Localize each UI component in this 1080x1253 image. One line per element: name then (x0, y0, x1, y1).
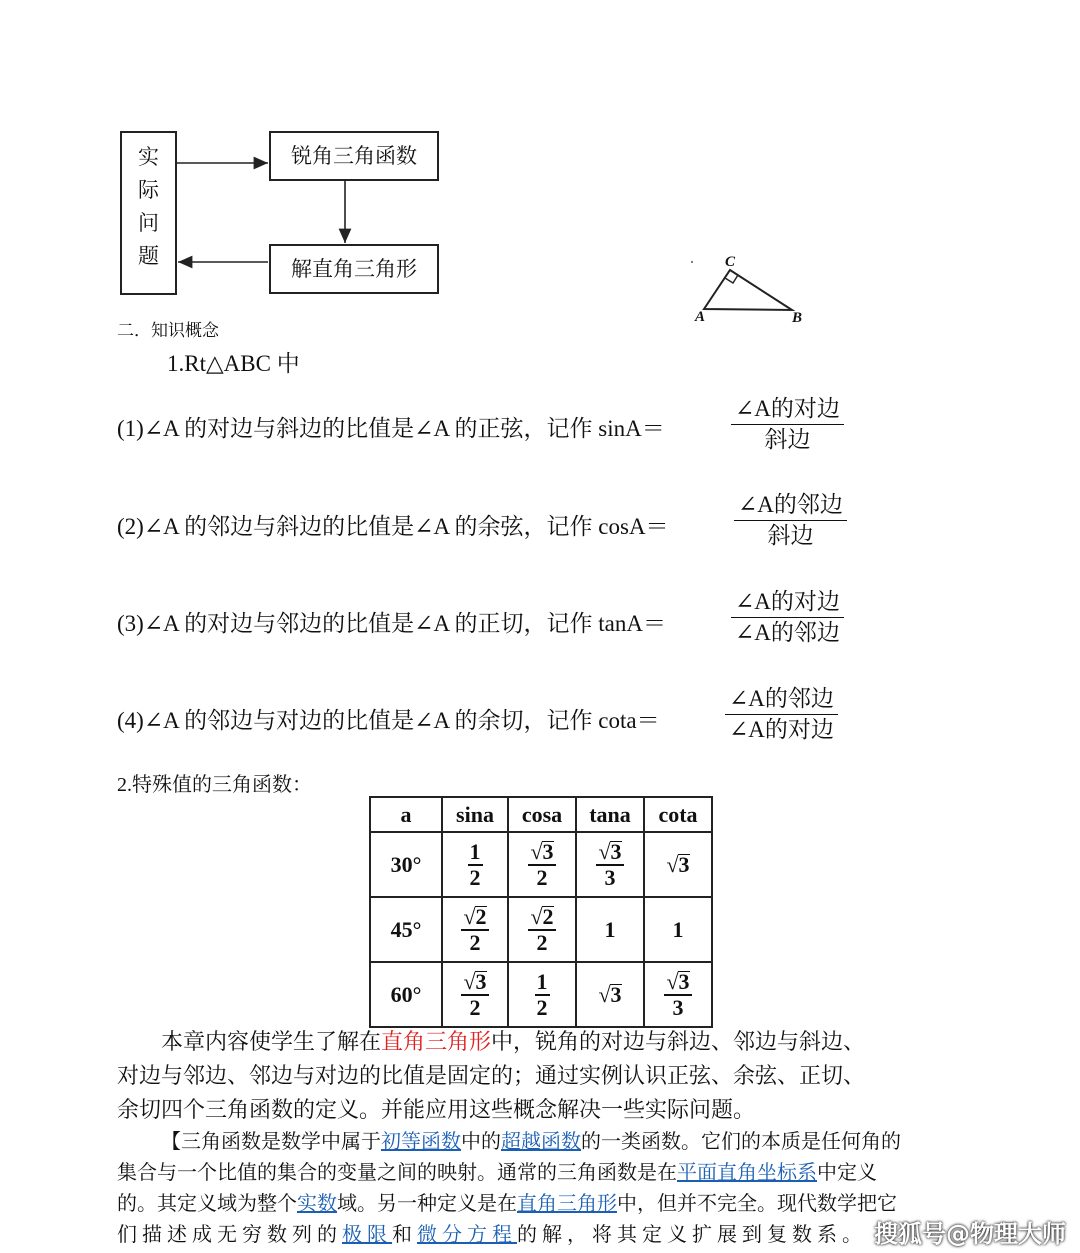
fraction-denominator: ∠A的邻边 (735, 620, 840, 645)
highlight-right-triangle: 直角三角形 (381, 1030, 492, 1055)
table-header: sina (442, 797, 508, 832)
radicand: 3 (542, 838, 554, 864)
triangle-label-b: B (792, 310, 803, 326)
text: 的解，将其定义扩展到复数系。 (517, 1222, 867, 1246)
table-header-row (370, 797, 712, 832)
link-real-numbers[interactable]: 实数 (297, 1191, 337, 1215)
fraction-numerator: ∠A的邻边 (725, 684, 838, 715)
table-header: cosa (508, 797, 576, 832)
radicand: 3 (610, 981, 622, 1007)
table-row (370, 832, 712, 897)
link-differential-equation[interactable]: 微分方程 (417, 1222, 517, 1246)
watermark: 搜狐号@物理大师 (874, 1220, 1066, 1248)
fraction-cot (725, 684, 838, 745)
definition-cos: (2)∠A 的邻边与斜边的比值是∠A 的余弦，记作 cosA＝ (117, 514, 669, 539)
text: 中，但并不完全。现代数学把它 (617, 1191, 897, 1215)
sqrt-sign: √ (666, 851, 679, 877)
fraction-denominator: 2 (469, 864, 481, 890)
item-1-title: 1.Rt△ABC 中 (167, 351, 300, 376)
table-value-cell (508, 832, 576, 897)
fraction-numerator (461, 905, 488, 931)
link-elementary-functions[interactable]: 初等函数 (381, 1129, 461, 1153)
text: 中定义 (817, 1160, 877, 1184)
text: 本章内容使学生了解在 (161, 1030, 382, 1055)
table-fraction (535, 970, 550, 1020)
radicand: 3 (678, 851, 690, 877)
text: 中，锐角的对边与斜边、邻边与斜边、 (491, 1030, 866, 1055)
table-value-cell (576, 962, 644, 1027)
table-value-cell (442, 897, 508, 962)
special-values-table (369, 796, 713, 1028)
fraction-sin (731, 394, 844, 455)
fraction-numerator (535, 970, 550, 996)
text: 的。其定义域为整个 (117, 1191, 297, 1215)
item-2-title: 2.特殊值的三角函数： (117, 774, 312, 796)
triangle-label-a: A (695, 309, 706, 325)
fraction-tan (731, 587, 844, 648)
table-fraction (528, 905, 555, 955)
table-row (370, 897, 712, 962)
flowchart-char: 实 (138, 145, 159, 169)
definition-cot: (4)∠A 的邻边与对边的比值是∠A 的余切，记作 cota＝ (117, 708, 660, 733)
table-value-cell (644, 832, 712, 897)
text: 中的 (461, 1129, 501, 1153)
fraction-numerator (664, 970, 691, 996)
fraction-numerator: ∠A的邻边 (734, 490, 847, 521)
link-limit[interactable]: 极限 (342, 1222, 392, 1246)
fraction-numerator (528, 840, 555, 866)
table-angle-cell: 60° (370, 962, 442, 1027)
fraction-denominator: 2 (469, 929, 481, 955)
sqrt-sign: √ (598, 981, 611, 1007)
table-value-cell (644, 962, 712, 1027)
value: 1 (604, 916, 616, 942)
table-angle-cell: 45° (370, 897, 442, 962)
flowchart-arrows (0, 0, 1080, 340)
table-value-cell (576, 832, 644, 897)
table-fraction (468, 840, 483, 890)
table-fraction (461, 970, 488, 1020)
fraction-numerator (461, 970, 488, 996)
table-fraction (596, 840, 623, 890)
text: 【三角函数是数学中属于 (161, 1129, 381, 1153)
fraction-denominator: 斜边 (764, 427, 811, 452)
radicand: 3 (678, 968, 690, 994)
fraction-denominator: 2 (536, 994, 548, 1020)
link-transcendental-functions[interactable]: 超越函数 (501, 1129, 581, 1153)
sqrt-sign: √ (598, 838, 611, 864)
fraction-denominator: 3 (672, 994, 684, 1020)
table-header: tana (576, 797, 644, 832)
fraction-numerator: ∠A的对边 (731, 587, 844, 618)
fraction-denominator: 2 (536, 864, 548, 890)
sqrt-sign: √ (530, 838, 543, 864)
value: 1 (536, 968, 548, 994)
radicand: 2 (475, 903, 487, 929)
definition-tan: (3)∠A 的对边与邻边的比值是∠A 的正切，记作 tanA＝ (117, 611, 667, 636)
text: 们描述成无穷数列的 (117, 1222, 342, 1246)
table-fraction (528, 840, 555, 890)
fraction-denominator: 2 (536, 929, 548, 955)
text: 域。另一种定义是在 (337, 1191, 517, 1215)
trig-definition-paragraph (117, 1126, 957, 1250)
text: 集合与一个比值的集合的变量之间的映射。通常的三角函数是在 (117, 1160, 677, 1184)
fraction-cos (734, 490, 847, 551)
fraction-denominator: 3 (604, 864, 616, 890)
flowchart-box-solve-right-triangle: 解直角三角形 (269, 244, 439, 294)
sqrt-sign: √ (530, 903, 543, 929)
sqrt-sign: √ (463, 968, 476, 994)
flowchart-box-acute-trig: 锐角三角函数 (269, 131, 439, 181)
table-header: a (370, 797, 442, 832)
table-value-cell (644, 897, 712, 962)
chapter-summary-paragraph (117, 1026, 957, 1128)
sqrt-sign: √ (463, 903, 476, 929)
table-fraction (664, 970, 691, 1020)
text: 和 (392, 1222, 417, 1246)
table-row (370, 962, 712, 1027)
table-header: cota (644, 797, 712, 832)
fraction-numerator (468, 840, 483, 866)
table-value-cell (508, 962, 576, 1027)
radicand: 2 (542, 903, 554, 929)
value: 1 (672, 916, 684, 942)
link-cartesian-coordinate-system[interactable]: 平面直角坐标系 (677, 1160, 817, 1184)
fraction-numerator: ∠A的对边 (731, 394, 844, 425)
fraction-denominator: ∠A的对边 (729, 717, 834, 742)
radicand: 3 (475, 968, 487, 994)
text: 余切四个三角函数的定义。并能应用这些概念解决一些实际问题。 (117, 1098, 756, 1123)
flowchart-char: 际 (138, 178, 159, 202)
radicand: 3 (610, 838, 622, 864)
definition-sin: (1)∠A 的对边与斜边的比值是∠A 的正弦，记作 sinA＝ (117, 416, 665, 441)
table-value-cell (442, 962, 508, 1027)
link-right-triangle[interactable]: 直角三角形 (517, 1191, 617, 1215)
table-value-cell (442, 832, 508, 897)
flowchart-char: 题 (138, 244, 159, 268)
sqrt-sign: √ (666, 968, 679, 994)
value: 1 (469, 838, 481, 864)
text: 对边与邻边、邻边与对边的比值是固定的；通过实例认识正弦、余弦、正切、 (117, 1064, 866, 1089)
table-value-cell (508, 897, 576, 962)
triangle-label-c: C (725, 254, 736, 270)
section-heading: 二．知识概念 (117, 321, 219, 341)
flowchart-char: 问 (138, 211, 159, 235)
fraction-numerator (528, 905, 555, 931)
table-angle-cell: 30° (370, 832, 442, 897)
text: 的一类函数。它们的本质是任何角的 (581, 1129, 901, 1153)
table-value-cell (576, 897, 644, 962)
fraction-denominator: 2 (469, 994, 481, 1020)
fraction-denominator: 斜边 (767, 523, 814, 548)
fraction-numerator (596, 840, 623, 866)
table-fraction (461, 905, 488, 955)
